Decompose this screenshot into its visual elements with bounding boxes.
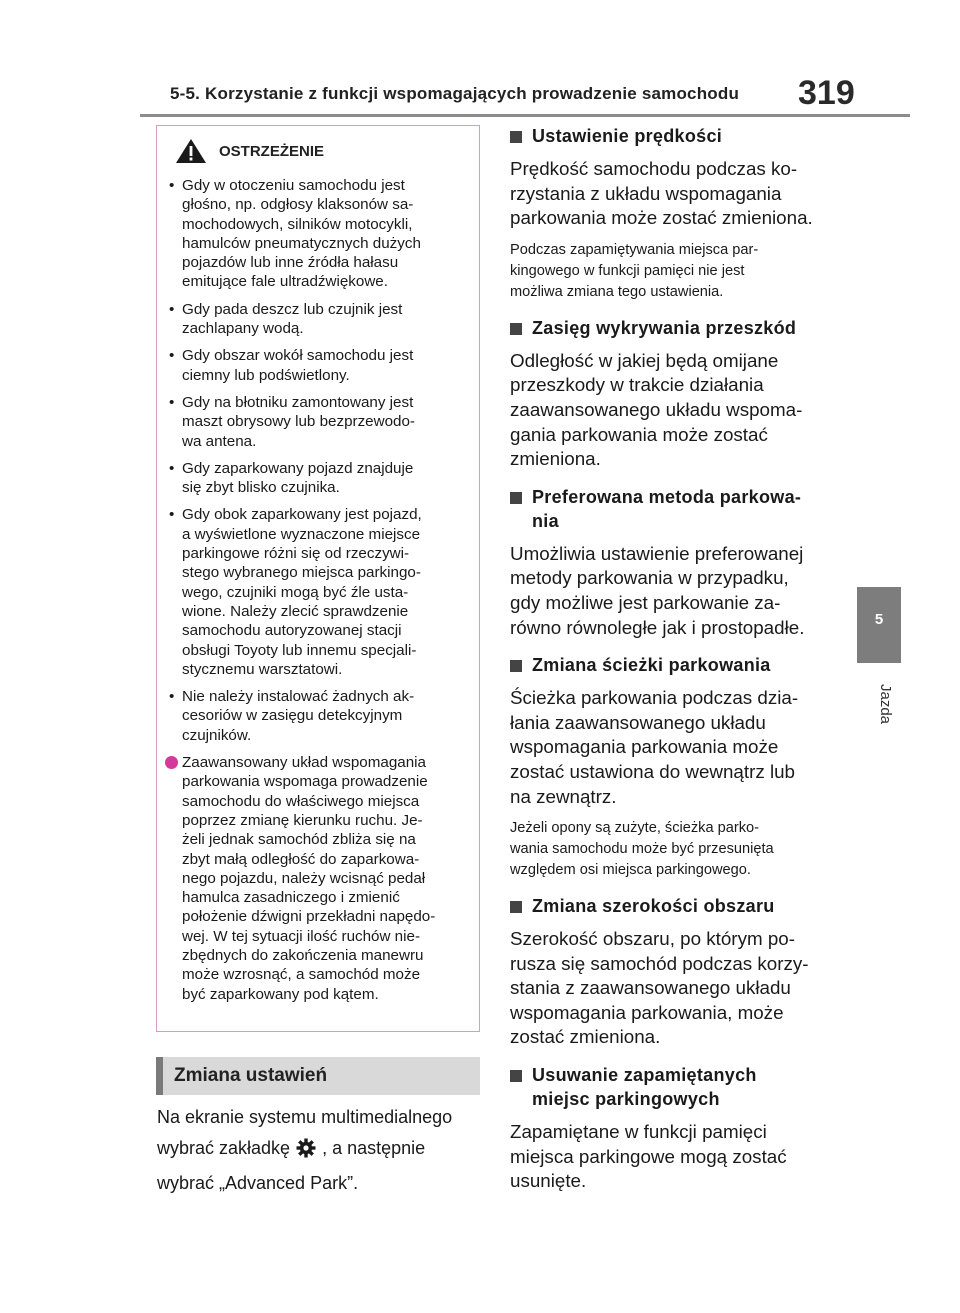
warning-note-line: zbyt małą odległość do zaparkowa- xyxy=(182,850,420,868)
bullet-icon: • xyxy=(169,688,175,706)
setting-description-line: Umożliwia ustawienie preferowanej xyxy=(510,542,804,564)
warning-item-line: wego, czujniki mogą być źle usta- xyxy=(182,583,409,601)
warning-item xyxy=(169,393,469,451)
section-instructions xyxy=(157,1102,487,1199)
settings-list xyxy=(510,124,840,1194)
warning-item-line: Gdy zaparkowany pojazd znajduje xyxy=(182,459,414,477)
setting-section xyxy=(510,303,840,472)
setting-description-line: miejsca parkingowe mogą zostać xyxy=(510,1145,787,1167)
setting-heading-line: Usuwanie zapamiętanych xyxy=(532,1065,757,1086)
banner-accent-bar xyxy=(156,1057,163,1095)
setting-description-line: na zewnątrz. xyxy=(510,785,617,807)
setting-description xyxy=(510,349,840,472)
setting-description xyxy=(510,157,840,231)
setting-heading-line: nia xyxy=(532,510,559,531)
warning-item-line: obsługi Toyoty lub innemu specjali- xyxy=(182,641,417,659)
warning-list xyxy=(157,174,479,745)
setting-note xyxy=(510,240,840,303)
warning-note-line: wej. W tej sytuacji ilość ruchów nie- xyxy=(182,927,421,945)
warning-item-line: emitujące fale ultradźwiękowe. xyxy=(182,273,388,291)
square-bullet-icon xyxy=(510,1070,522,1082)
instruction-line-3: wybrać „Advanced Park”. xyxy=(157,1173,359,1193)
setting-note xyxy=(510,818,840,881)
setting-description xyxy=(510,1120,840,1194)
warning-item-line: Gdy obszar wokół samochodu jest xyxy=(182,347,414,365)
warning-note-line: Zaawansowany układ wspomagania xyxy=(182,754,426,772)
warning-note-line: hamulca zasadniczego i zmienić xyxy=(182,889,400,907)
warning-note-line: położenie dźwigni przekładni napędo- xyxy=(182,908,436,926)
square-bullet-icon xyxy=(510,323,522,335)
setting-description-line: równo równoległe jak i prostopadłe. xyxy=(510,616,805,638)
warning-item-line: maszt obrysowy lub bezprzewodo- xyxy=(182,413,415,431)
bullet-icon: • xyxy=(169,459,175,477)
gear-icon xyxy=(296,1137,316,1168)
setting-description-line: parkowania może zostać zmieniona. xyxy=(510,207,813,229)
section-banner xyxy=(156,1057,480,1095)
setting-heading-line: miejsc parkingowych xyxy=(532,1089,720,1110)
warning-header xyxy=(157,126,479,174)
warning-note xyxy=(157,753,479,1004)
warning-item xyxy=(169,346,469,385)
setting-description-line: zmieniona. xyxy=(510,448,601,470)
setting-description-line: Odległość w jakiej będą omijane xyxy=(510,349,779,371)
warning-item-line: mochodowych, silników motocykli, xyxy=(182,215,413,233)
setting-description-line: zaawansowanego układu wspoma- xyxy=(510,398,803,420)
warning-item xyxy=(169,687,469,745)
setting-section xyxy=(510,124,840,303)
square-bullet-icon xyxy=(510,660,522,672)
section-title: Zmiana ustawień xyxy=(174,1065,328,1086)
warning-item-line: Gdy w otoczeniu samochodu jest xyxy=(182,177,405,194)
setting-heading xyxy=(510,894,840,918)
setting-description-line: Szerokość obszaru, po którym po- xyxy=(510,928,795,950)
warning-item-line: się zbyt blisko czujnika. xyxy=(182,479,340,497)
setting-description-line: gania parkowania może zostać xyxy=(510,423,768,445)
warning-item xyxy=(169,459,469,498)
setting-description-line: Ścieżka parkowania podczas dzia- xyxy=(510,687,799,709)
warning-item-line: a wyświetlone wyznaczone miejsce xyxy=(182,525,421,543)
setting-description-line: wspomagania parkowania, może xyxy=(510,1001,784,1023)
bullet-icon: • xyxy=(169,393,175,411)
setting-description-line: zostać ustawiona do wewnątrz lub xyxy=(510,760,796,782)
warning-note-line: może wzrosnąć, a samochód może xyxy=(182,966,421,984)
setting-heading xyxy=(510,653,840,677)
setting-note-line: wania samochodu może być przesunięta xyxy=(510,841,774,858)
setting-description-line: wspomagania parkowania może xyxy=(510,736,779,758)
setting-note-line: kingowego w funkcji pamięci nie jest xyxy=(510,262,745,279)
setting-description-line: gdy możliwe jest parkowanie za- xyxy=(510,591,781,613)
setting-description-line: usunięte. xyxy=(510,1170,587,1192)
warning-item-line: hamulców pneumatycznych dużych xyxy=(182,234,421,252)
bullet-icon: • xyxy=(169,347,175,365)
setting-description-line: Prędkość samochodu podczas ko- xyxy=(510,158,798,179)
setting-heading-line: Preferowana metoda parkowa- xyxy=(532,486,802,507)
bullet-icon: • xyxy=(169,300,175,318)
setting-description-line: rzystania z układu wspomagania xyxy=(510,182,782,204)
warning-item xyxy=(169,176,469,292)
chapter-label: Jazda xyxy=(877,684,894,725)
chapter-tab: 5 xyxy=(857,587,901,663)
warning-note-line: żeli jednak samochód zbliża się na xyxy=(182,831,416,849)
warning-item-line: parkingowe różni się od rzeczywi- xyxy=(182,545,410,563)
bullet-icon: • xyxy=(169,506,175,524)
warning-item-line: stycznemu warsztatowi. xyxy=(182,660,343,678)
warning-item-line: Gdy pada deszcz lub czujnik jest xyxy=(182,300,403,318)
setting-description-line: przeszkody w trakcie działania xyxy=(510,374,764,396)
warning-item-line: Gdy na błotniku zamontowany jest xyxy=(182,393,414,411)
setting-note-line: Podczas zapamiętywania miejsca par- xyxy=(510,241,759,258)
warning-box xyxy=(156,125,480,1032)
warning-item-line: Gdy obok zaparkowany jest pojazd, xyxy=(182,506,422,524)
warning-note-line: nego pojazdu, należy wcisnąć pedał xyxy=(182,869,426,887)
setting-heading-line: Zasięg wykrywania przeszkód xyxy=(532,317,797,338)
warning-item-line: pojazdów lub inne źródła hałasu xyxy=(182,254,399,272)
warning-note-line: parkowania wspomaga prowadzenie xyxy=(182,773,428,791)
warning-triangle-icon xyxy=(175,138,207,169)
warning-item-line: wa antena. xyxy=(182,432,257,450)
warning-note-line: zbędnych do zakończenia manewru xyxy=(182,946,424,964)
page-number: 319 xyxy=(798,74,855,112)
setting-description-line: zostać zmieniona. xyxy=(510,1026,661,1048)
warning-item-line: głośno, np. odgłosy klaksonów sa- xyxy=(182,196,414,214)
setting-description-line: rusza się samochód podczas korzy- xyxy=(510,952,809,974)
setting-description xyxy=(510,686,840,809)
instruction-line-2: wybrać zakładkę , a następnie xyxy=(157,1133,487,1168)
warning-note-line: samochodu do właściwego miejsca xyxy=(182,792,420,810)
setting-note-line: Jeżeli opony są zużyte, ścieżka parko- xyxy=(510,820,760,837)
setting-heading-line: Zmiana szerokości obszaru xyxy=(532,896,775,917)
square-bullet-icon xyxy=(510,492,522,504)
warning-note-line: być zaparkowany pod kątem. xyxy=(182,985,379,1003)
setting-section xyxy=(510,472,840,640)
setting-section xyxy=(510,881,840,1050)
square-bullet-icon xyxy=(510,131,522,143)
setting-heading xyxy=(510,1063,840,1111)
warning-item-line: stego wybranego miejsca parkingo- xyxy=(182,564,421,582)
note-dot-icon xyxy=(165,756,178,769)
warning-item-line: ciemny lub podświetlony. xyxy=(182,366,350,384)
header-rule xyxy=(140,114,910,117)
setting-description-line: łania zaawansowanego układu xyxy=(510,711,766,733)
warning-item-line: samochodu autoryzowanej stacji xyxy=(182,622,402,640)
bullet-icon: • xyxy=(169,177,175,194)
warning-item-line: cesoriów w zasięgu detekcyjnym xyxy=(182,707,403,725)
warning-note-text xyxy=(182,753,473,1004)
warning-item-line: czujników. xyxy=(182,726,252,744)
setting-note-line: względem osi miejsca parkingowego. xyxy=(510,862,751,879)
warning-item-line: wione. Należy zlecić sprawdzenie xyxy=(182,602,409,620)
warning-note-line: poprzez zmianę kierunku ruchu. Je- xyxy=(182,811,423,829)
setting-description xyxy=(510,542,840,640)
square-bullet-icon xyxy=(510,901,522,913)
setting-note-line: możliwa zmiana tego ustawienia. xyxy=(510,283,724,300)
setting-description-line: stania z zaawansowanego układu xyxy=(510,977,791,999)
setting-section xyxy=(510,1050,840,1194)
section-header-title: 5-5. Korzystanie z funkcji wspomagających prowadzenie samochodu xyxy=(170,84,740,103)
setting-description-line: metody parkowania w przypadku, xyxy=(510,567,789,589)
setting-heading xyxy=(510,485,840,533)
warning-item-line: Nie należy instalować żadnych ak- xyxy=(182,688,415,706)
setting-heading xyxy=(510,124,840,148)
instruction-line-1: Na ekranie systemu multimedialnego xyxy=(157,1107,453,1127)
setting-heading xyxy=(510,316,840,340)
warning-item xyxy=(169,505,469,679)
warning-title: OSTRZEŻENIE xyxy=(219,143,325,160)
setting-section xyxy=(510,640,840,881)
setting-heading-line: Zmiana ścieżki parkowania xyxy=(532,655,771,676)
setting-description-line: Zapamiętane w funkcji pamięci xyxy=(510,1121,767,1143)
setting-description xyxy=(510,927,840,1050)
setting-heading-line: Ustawienie prędkości xyxy=(532,126,723,146)
warning-item xyxy=(169,300,469,339)
warning-item-line: zachlapany wodą. xyxy=(182,320,304,338)
